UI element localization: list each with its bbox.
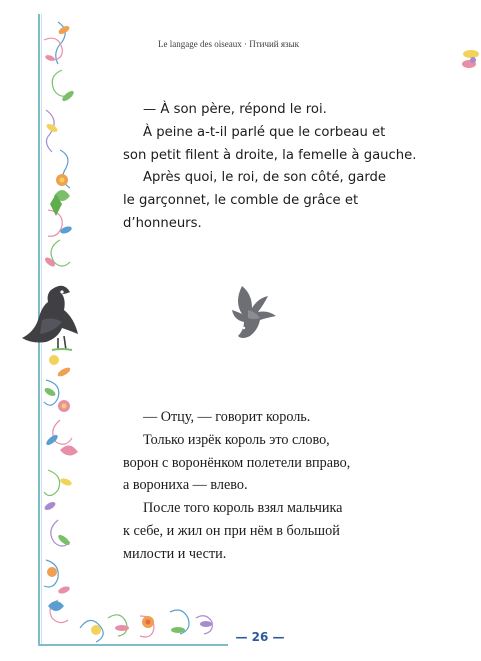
russian-line: Только изрёк король это слово,: [143, 431, 330, 448]
russian-line: — Отцу, — говорит король.: [143, 409, 311, 425]
flying-bird-icon: [230, 282, 282, 344]
french-line: Après quoi, le roi, de son côté, garde: [143, 170, 387, 186]
french-line: À peine a-t-il parlé que le corbeau et: [143, 124, 386, 140]
russian-line: а ворониха — влево.: [123, 477, 248, 494]
french-line: son petit filent à droite, la femelle à gauche.: [123, 147, 417, 163]
russian-line: ворон с воронёнком полетели вправо,: [123, 454, 351, 471]
french-line: le garçonnet, le comble de grâce et: [123, 193, 359, 209]
french-line: d’honneurs.: [123, 215, 202, 231]
french-paragraph: [123, 99, 443, 236]
raven-icon: [18, 280, 88, 360]
french-line: — À son père, répond le roi.: [143, 102, 327, 117]
russian-line: После того король взял мальчика: [143, 500, 343, 517]
russian-line: к себе, и жил он при нём в большой: [123, 522, 340, 539]
russian-line: милости и чести.: [123, 545, 227, 562]
russian-paragraph: [123, 406, 443, 566]
page-number: — 26 —: [235, 630, 285, 644]
corner-flower-icon: [461, 46, 481, 76]
running-title: Le langage des oiseaux · Птичий язык: [158, 39, 299, 49]
